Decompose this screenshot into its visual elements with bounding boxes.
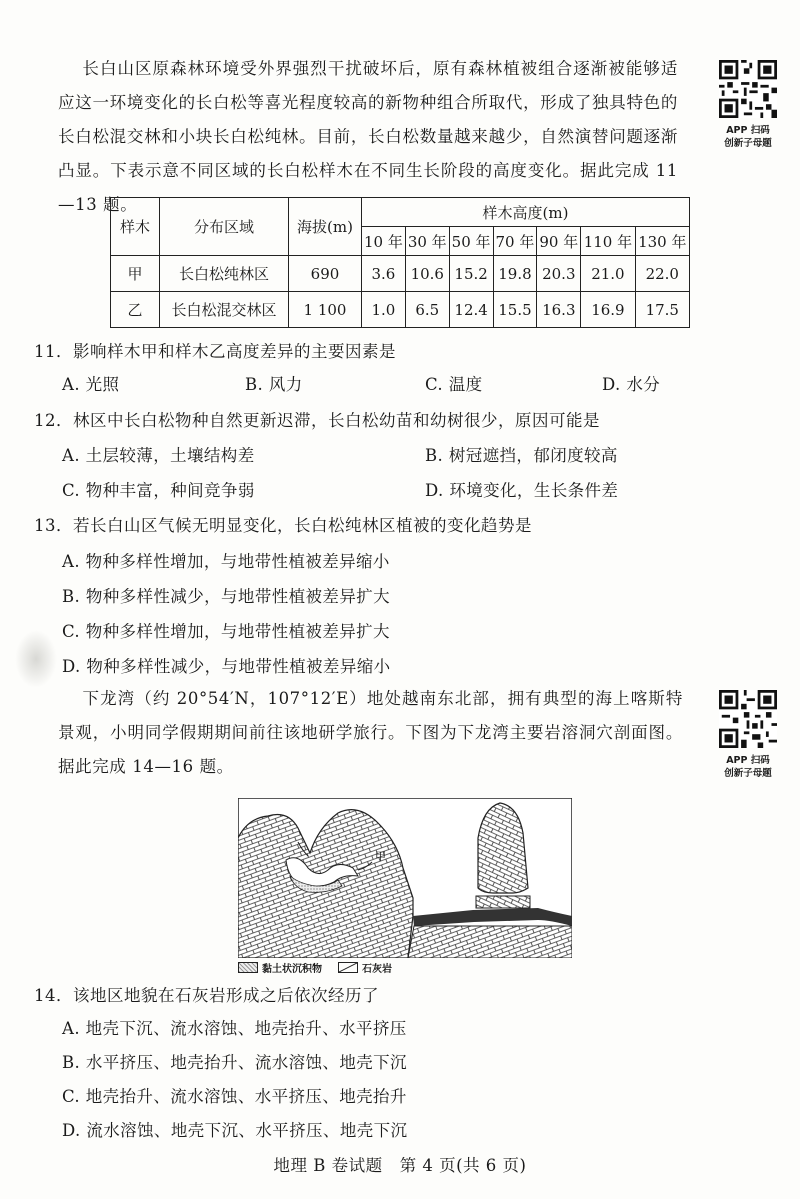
cell-sample: 乙 [111,292,160,328]
q11-option-a[interactable]: A. 光照 [62,375,120,394]
q13-option-a[interactable]: A. 物种多样性增加，与地带性植被差异缩小 [62,552,390,571]
cell-sample: 甲 [111,256,160,292]
cell-value: 15.5 [493,292,537,328]
cell-value: 16.9 [581,292,635,328]
qr-block-1[interactable] [713,60,783,150]
qr-caption-2: APP 扫码 创新子母题 [724,755,772,779]
cell-value: 16.3 [537,292,581,328]
header-sample: 样木 [111,198,160,256]
cell-value: 6.5 [405,292,449,328]
qr-caption-1: APP 扫码 创新子母题 [724,125,772,149]
cell-altitude: 690 [289,256,362,292]
header-region: 分布区域 [160,198,289,256]
question-11-stem: 11．影响样木甲和样木乙高度差异的主要因素是 [34,342,396,361]
question-14-stem: 14．该地区地貌在石灰岩形成之后依次经历了 [34,986,379,1005]
header-altitude: 海拔(m) [289,198,362,256]
pillar-base [476,896,530,908]
question-12-stem: 12．林区中长白松物种自然更新迟滞，长白松幼苗和幼树很少，原因可能是 [34,411,600,430]
q13-option-b[interactable]: B. 物种多样性减少，与地带性植被差异扩大 [62,587,391,606]
bedrock [408,926,572,958]
question-13-stem: 13．若长白山区气候无明显变化，长白松纯林区植被的变化趋势是 [34,516,532,535]
table-row [111,292,690,328]
cell-value: 20.3 [537,256,581,292]
cell-value: 22.0 [635,256,689,292]
cell-value: 10.6 [405,256,449,292]
legend-clay-swatch [238,962,258,973]
q14-option-b[interactable]: B. 水平挤压、地壳抬升、流水溶蚀、地壳下沉 [62,1053,407,1072]
q11-option-b[interactable]: B. 风力 [245,375,303,394]
q14-option-a[interactable]: A. 地壳下沉、流水溶蚀、地壳抬升、水平挤压 [62,1019,407,1038]
cell-value: 21.0 [581,256,635,292]
qr-code-icon[interactable] [719,690,777,748]
q13-option-c[interactable]: C. 物种多样性增加，与地带性植被差异扩大 [62,622,390,641]
cell-value: 19.8 [493,256,537,292]
header-year: 50 年 [449,227,493,256]
scan-smudge [15,630,57,688]
cell-value: 1.0 [362,292,406,328]
q11-option-d[interactable]: D. 水分 [602,375,661,394]
sample-height-table [110,197,690,328]
page-footer: 地理 B 卷试题 第 4 页(共 6 页) [273,1156,527,1175]
q12-option-b[interactable]: B. 树冠遮挡，郁闭度较高 [425,446,618,465]
qr-block-2[interactable] [713,690,783,780]
passage-2: 下龙湾（约 20°54′N，107°12′E）地处越南东北部，拥有典型的海上喀斯特景观，小明同学假期期间前往该地研学旅行。下图为下龙湾主要岩溶洞穴剖面图。据此完成 14—16 题。 [58,689,683,776]
karst-cave-profile-figure [238,798,572,958]
cell-value: 15.2 [449,256,493,292]
header-year: 10 年 [362,227,406,256]
q14-option-c[interactable]: C. 地壳抬升、流水溶蚀、水平挤压、地壳抬升 [62,1087,407,1106]
q12-option-d[interactable]: D. 环境变化，生长条件差 [425,481,619,500]
cave-diagram [238,798,572,958]
qr-code-icon[interactable] [719,60,777,118]
legend-clay-label: 黏土状沉积物 [262,964,322,975]
passage-1: 长白山区原森林环境受外界强烈干扰破坏后，原有森林植被组合逐渐被能够适应这一环境变化的长白松等喜光程度较高的新物种组合所取代，形成了独具特色的长白松混交林和小块长白松纯林。目前，长白松数量越来越少，自然演替问题逐渐凸显。下表示意不同区域的长白松样木在不同生长阶段的高度变化。据此完成 11—13 题。 [58,59,678,214]
label-jia: 甲 [375,850,386,863]
q11-option-c[interactable]: C. 温度 [425,375,483,394]
q13-option-d[interactable]: D. 物种多样性减少，与地带性植被差异缩小 [62,657,391,676]
q12-option-a[interactable]: A. 土层较薄，土壤结构差 [62,446,255,465]
cell-value: 17.5 [635,292,689,328]
legend-limestone-swatch [338,962,358,973]
header-year: 70 年 [493,227,537,256]
header-year: 90 年 [537,227,581,256]
header-year: 130 年 [635,227,689,256]
cell-altitude: 1 100 [289,292,362,328]
header-year: 30 年 [405,227,449,256]
cell-value: 12.4 [449,292,493,328]
legend-limestone-label: 石灰岩 [362,964,392,975]
header-year: 110 年 [581,227,635,256]
cell-region: 长白松混交林区 [160,292,289,328]
header-height: 样木高度(m) [362,198,690,227]
table-row [111,256,690,292]
q12-option-c[interactable]: C. 物种丰富，种间竞争弱 [62,481,255,500]
figure-legend [238,960,392,975]
cell-region: 长白松纯林区 [160,256,289,292]
cell-value: 3.6 [362,256,406,292]
q14-option-d[interactable]: D. 流水溶蚀、地壳下沉、水平挤压、地壳下沉 [62,1121,408,1140]
